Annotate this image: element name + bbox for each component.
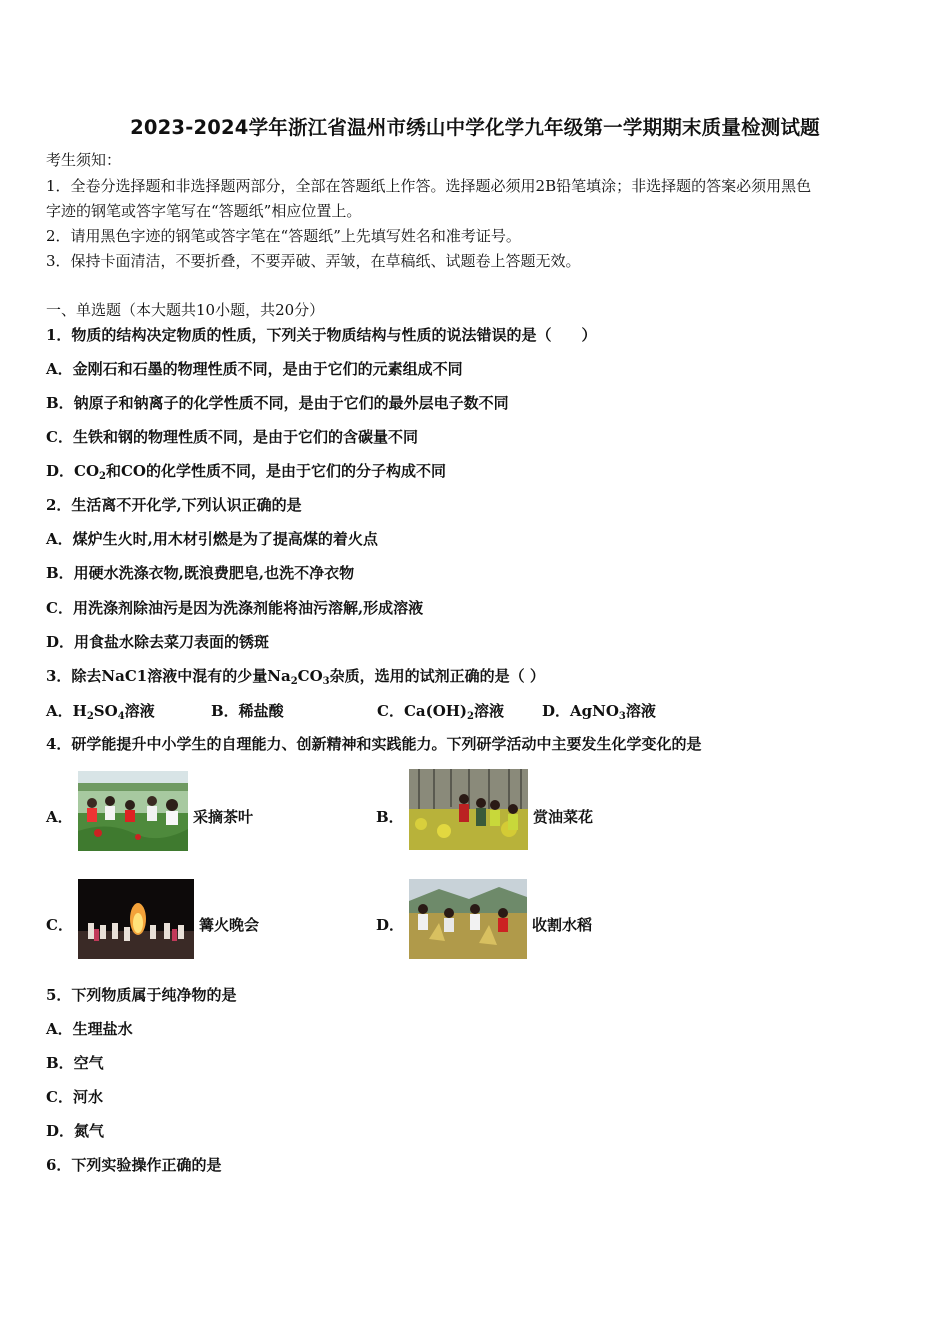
notice-item-1-cont: 字迹的钢笔或答字笔写在“答题纸”相应位置上。 bbox=[46, 202, 362, 220]
question-1-option-a: A．金刚石和石墨的物理性质不同，是由于它们的元素组成不同 bbox=[46, 360, 463, 378]
question-4-option-a-caption: 采摘茶叶 bbox=[193, 808, 254, 826]
rapeseed-flower-photo bbox=[409, 769, 528, 850]
question-3-option-c: C．$Ca(OH)_2$溶液 bbox=[377, 702, 505, 722]
question-1-stem: 1．物质的结构决定物质的性质，下列关于物质结构与性质的说法错误的是（ ） bbox=[46, 326, 597, 344]
question-3-stem: 3．除去NaC1溶液中混有的少量$Na_2CO_3$杂质，选用的试剂正确的是（ ） bbox=[46, 667, 545, 687]
question-3-options bbox=[46, 700, 906, 722]
question-2-option-d: D．用食盐水除去菜刀表面的锈斑 bbox=[46, 633, 270, 651]
question-4-option-c-letter: C． bbox=[46, 916, 73, 934]
bonfire-party-photo bbox=[78, 879, 194, 959]
section-heading: 一、单选题（本大题共10小题，共20分） bbox=[46, 301, 325, 319]
notice-heading: 考生须知： bbox=[46, 151, 122, 169]
question-2-option-c: C．用洗涤剂除油污是因为洗涤剂能将油污溶解,形成溶液 bbox=[46, 599, 424, 617]
question-4-option-d-caption: 收割水稻 bbox=[532, 916, 593, 934]
notice-item-3: 3．保持卡面清洁，不要折叠，不要弄破、弄皱，在草稿纸、试题卷上答题无效。 bbox=[46, 252, 581, 270]
question-5-option-b: B．空气 bbox=[46, 1054, 104, 1072]
question-1-option-b: B．钠原子和钠离子的化学性质不同，是由于它们的最外层电子数不同 bbox=[46, 394, 509, 412]
question-3-option-a: A．$H_2SO_4$溶液 bbox=[46, 702, 155, 722]
question-5-option-d: D．氮气 bbox=[46, 1122, 105, 1140]
question-5-option-c: C．河水 bbox=[46, 1088, 103, 1106]
question-4-option-b-letter: B． bbox=[376, 808, 404, 826]
notice-item-2: 2．请用黑色字迹的钢笔或答字笔在“答题纸”上先填写姓名和准考证号。 bbox=[46, 227, 521, 245]
question-3-option-d: D．AgNO$_3$溶液 bbox=[542, 702, 656, 722]
question-4-option-d-letter: D． bbox=[376, 916, 405, 934]
question-1-option-d: D．$CO_2$和CO的化学性质不同，是由于它们的分子构成不同 bbox=[46, 462, 446, 482]
question-4-option-b-caption: 赏油菜花 bbox=[533, 808, 594, 826]
question-1-option-c: C．生铁和钢的物理性质不同，是由于它们的含碳量不同 bbox=[46, 428, 418, 446]
question-3-option-b: B．稀盐酸 bbox=[211, 702, 284, 720]
question-4-stem: 4．研学能提升中小学生的自理能力、创新精神和实践能力。下列研学活动中主要发生化学变化的是 bbox=[46, 735, 702, 753]
rice-harvest-photo bbox=[409, 879, 527, 959]
question-4-option-a-letter: A． bbox=[46, 808, 73, 826]
question-2-stem: 2．生活离不开化学,下列认识正确的是 bbox=[46, 496, 302, 514]
notice-item-1: 1．全卷分选择题和非选择题两部分，全部在答题纸上作答。选择题必须用2B铅笔填涂；非选择题的答案必须用黑色 bbox=[46, 177, 812, 195]
question-4-option-c-caption: 篝火晚会 bbox=[199, 916, 260, 934]
question-5-stem: 5．下列物质属于纯净物的是 bbox=[46, 986, 237, 1004]
question-5-option-a: A．生理盐水 bbox=[46, 1020, 133, 1038]
question-2-option-b: B．用硬水洗涤衣物,既浪费肥皂,也洗不净衣物 bbox=[46, 564, 355, 582]
tea-picking-photo bbox=[78, 771, 188, 851]
question-6-stem: 6．下列实验操作正确的是 bbox=[46, 1156, 222, 1174]
document-title: 2023-2024学年浙江省温州市绣山中学化学九年级第一学期期末质量检测试题 bbox=[130, 116, 820, 139]
question-2-option-a: A．煤炉生火时,用木材引燃是为了提高煤的着火点 bbox=[46, 530, 378, 548]
